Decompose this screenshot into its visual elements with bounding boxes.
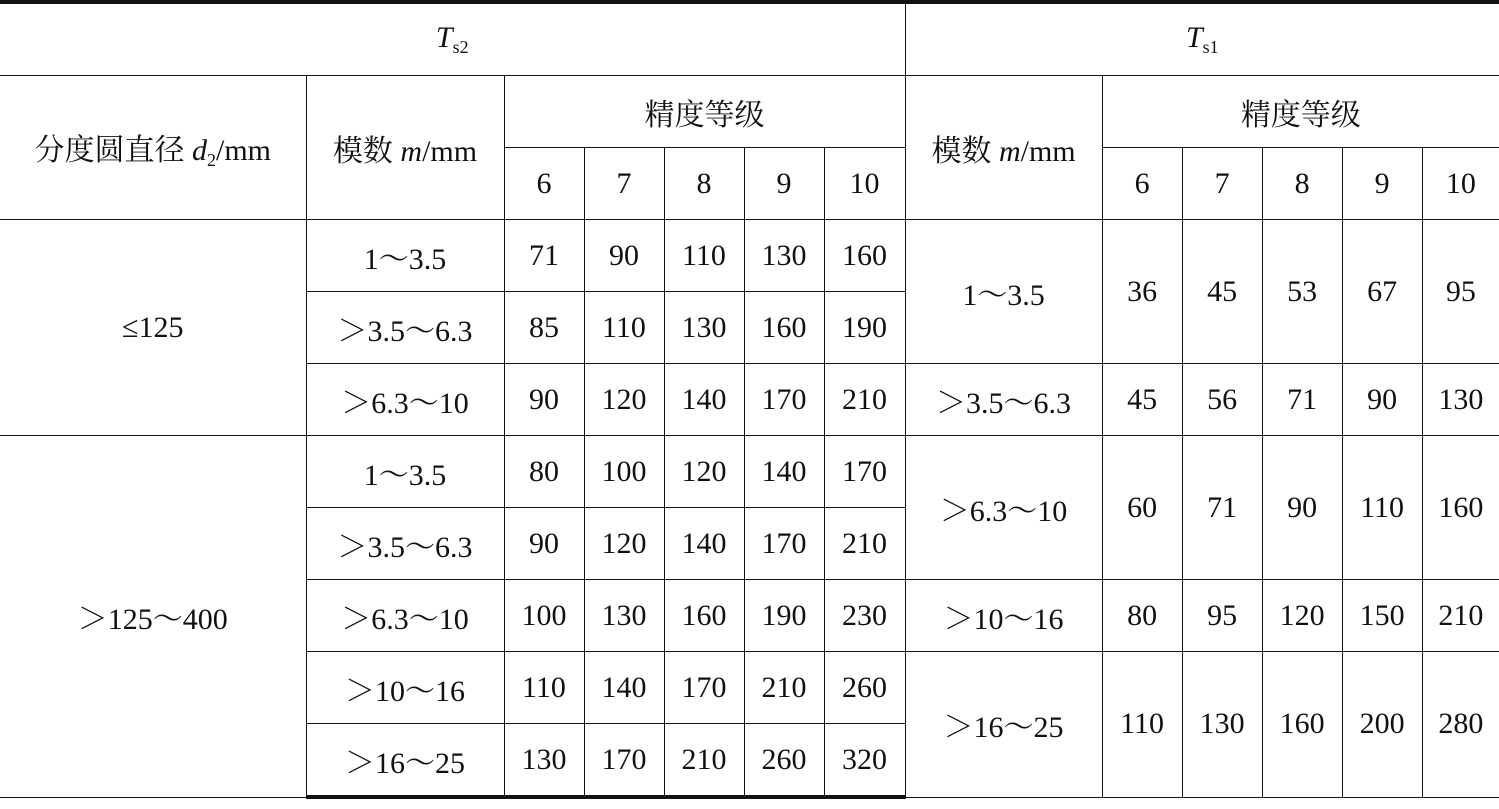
ts2-grade-8: 8 bbox=[664, 148, 744, 220]
ts2-value-cell: 130 bbox=[744, 220, 824, 292]
ts2-value-cell: 190 bbox=[824, 292, 905, 364]
ts1-value-cell: 67 bbox=[1342, 220, 1422, 364]
ts1-value-cell: 110 bbox=[1342, 436, 1422, 580]
ts1-value-cell: 56 bbox=[1182, 364, 1262, 436]
ts2-value-cell: 120 bbox=[584, 508, 664, 580]
ts2-value-cell: 140 bbox=[664, 508, 744, 580]
ts1-value-cell: 90 bbox=[1262, 436, 1342, 580]
ts2-value-cell: 90 bbox=[584, 220, 664, 292]
ts2-module-cell: ＞6.3～10 bbox=[306, 580, 504, 652]
table-row bbox=[0, 220, 1499, 292]
ts1-value-cell: 36 bbox=[1102, 220, 1182, 364]
ts2-value-cell: 260 bbox=[744, 724, 824, 798]
header-row-labels bbox=[0, 76, 1499, 148]
ts1-value-cell: 150 bbox=[1342, 580, 1422, 652]
ts2-value-cell: 210 bbox=[824, 364, 905, 436]
ts2-value-cell: 210 bbox=[744, 652, 824, 724]
ts2-value-cell: 170 bbox=[664, 652, 744, 724]
ts2-value-cell: 160 bbox=[824, 220, 905, 292]
ts2-value-cell: 130 bbox=[664, 292, 744, 364]
ts1-grade-9: 9 bbox=[1342, 148, 1422, 220]
ts1-value-cell: 130 bbox=[1422, 364, 1499, 436]
ts1-module-cell: ＞16～25 bbox=[905, 652, 1102, 798]
ts2-module-cell: 1～3.5 bbox=[306, 436, 504, 508]
ts1-value-cell: 95 bbox=[1422, 220, 1499, 364]
ts2-grade-7: 7 bbox=[584, 148, 664, 220]
ts2-value-cell: 210 bbox=[664, 724, 744, 798]
ts2-value-cell: 71 bbox=[504, 220, 584, 292]
ts2-value-cell: 320 bbox=[824, 724, 905, 798]
ts2-value-cell: 230 bbox=[824, 580, 905, 652]
ts2-module-header: 模数 m/mm bbox=[306, 76, 504, 220]
ts2-value-cell: 130 bbox=[584, 580, 664, 652]
ts2-value-cell: 170 bbox=[744, 508, 824, 580]
ts1-grade-6: 6 bbox=[1102, 148, 1182, 220]
ts2-grade-9: 9 bbox=[744, 148, 824, 220]
diameter-header: 分度圆直径 $d_2/mm$ bbox=[0, 76, 306, 220]
ts2-grade-header: 精度等级 bbox=[504, 76, 905, 148]
ts2-value-cell: 80 bbox=[504, 436, 584, 508]
ts1-value-cell: 110 bbox=[1102, 652, 1182, 798]
ts2-module-cell: ＞16～25 bbox=[306, 724, 504, 798]
ts1-module-cell: ＞10～16 bbox=[905, 580, 1102, 652]
ts2-value-cell: 170 bbox=[824, 436, 905, 508]
ts2-module-cell: ＞10～16 bbox=[306, 652, 504, 724]
ts1-module-cell: 1～3.5 bbox=[905, 220, 1102, 364]
ts2-value-cell: 130 bbox=[504, 724, 584, 798]
ts1-value-cell: 45 bbox=[1102, 364, 1182, 436]
ts2-value-cell: 170 bbox=[744, 364, 824, 436]
ts1-grade-8: 8 bbox=[1262, 148, 1342, 220]
ts1-value-cell: 120 bbox=[1262, 580, 1342, 652]
ts1-value-cell: 80 bbox=[1102, 580, 1182, 652]
ts2-value-cell: 85 bbox=[504, 292, 584, 364]
ts1-value-cell: 71 bbox=[1182, 436, 1262, 580]
ts2-value-cell: 160 bbox=[744, 292, 824, 364]
ts1-module-cell: ＞3.5～6.3 bbox=[905, 364, 1102, 436]
ts2-value-cell: 140 bbox=[584, 652, 664, 724]
ts1-value-cell: 280 bbox=[1422, 652, 1499, 798]
ts1-value-cell: 90 bbox=[1342, 364, 1422, 436]
ts2-value-cell: 160 bbox=[664, 580, 744, 652]
ts2-value-cell: 170 bbox=[584, 724, 664, 798]
ts1-value-cell: 130 bbox=[1182, 652, 1262, 798]
ts2-module-cell: ＞6.3～10 bbox=[306, 364, 504, 436]
ts2-value-cell: 260 bbox=[824, 652, 905, 724]
ts2-module-cell: ＞3.5～6.3 bbox=[306, 508, 504, 580]
ts1-value-cell: 53 bbox=[1262, 220, 1342, 364]
ts1-grade-10: 10 bbox=[1422, 148, 1499, 220]
ts2-value-cell: 90 bbox=[504, 364, 584, 436]
ts2-value-cell: 110 bbox=[504, 652, 584, 724]
ts1-grade-header: 精度等级 bbox=[1102, 76, 1499, 148]
ts1-grade-7: 7 bbox=[1182, 148, 1262, 220]
ts2-value-cell: 140 bbox=[664, 364, 744, 436]
ts2-value-cell: 120 bbox=[664, 436, 744, 508]
ts2-value-cell: 210 bbox=[824, 508, 905, 580]
ts1-value-cell: 60 bbox=[1102, 436, 1182, 580]
ts1-value-cell: 71 bbox=[1262, 364, 1342, 436]
ts1-value-cell: 45 bbox=[1182, 220, 1262, 364]
ts1-value-cell: 160 bbox=[1422, 436, 1499, 580]
ts1-module-cell: ＞6.3～10 bbox=[905, 436, 1102, 580]
ts1-header: $T_{s1}$ bbox=[905, 2, 1499, 76]
ts1-value-cell: 95 bbox=[1182, 580, 1262, 652]
ts2-value-cell: 100 bbox=[584, 436, 664, 508]
ts2-value-cell: 90 bbox=[504, 508, 584, 580]
ts1-value-cell: 200 bbox=[1342, 652, 1422, 798]
ts2-value-cell: 140 bbox=[744, 436, 824, 508]
ts2-header: $T_{s2}$ bbox=[0, 2, 905, 76]
ts1-module-header: 模数 m/mm bbox=[905, 76, 1102, 220]
table-row bbox=[0, 436, 1499, 508]
diameter-cell: ＞125～400 bbox=[0, 436, 306, 798]
ts2-value-cell: 100 bbox=[504, 580, 584, 652]
ts2-value-cell: 110 bbox=[584, 292, 664, 364]
ts1-value-cell: 160 bbox=[1262, 652, 1342, 798]
header-row-symbols bbox=[0, 2, 1499, 76]
diameter-cell: ≤125 bbox=[0, 220, 306, 436]
ts2-module-cell: 1～3.5 bbox=[306, 220, 504, 292]
ts2-value-cell: 120 bbox=[584, 364, 664, 436]
ts2-module-cell: ＞3.5～6.3 bbox=[306, 292, 504, 364]
ts1-value-cell: 210 bbox=[1422, 580, 1499, 652]
ts2-value-cell: 190 bbox=[744, 580, 824, 652]
ts2-grade-6: 6 bbox=[504, 148, 584, 220]
ts2-value-cell: 110 bbox=[664, 220, 744, 292]
ts2-grade-10: 10 bbox=[824, 148, 905, 220]
